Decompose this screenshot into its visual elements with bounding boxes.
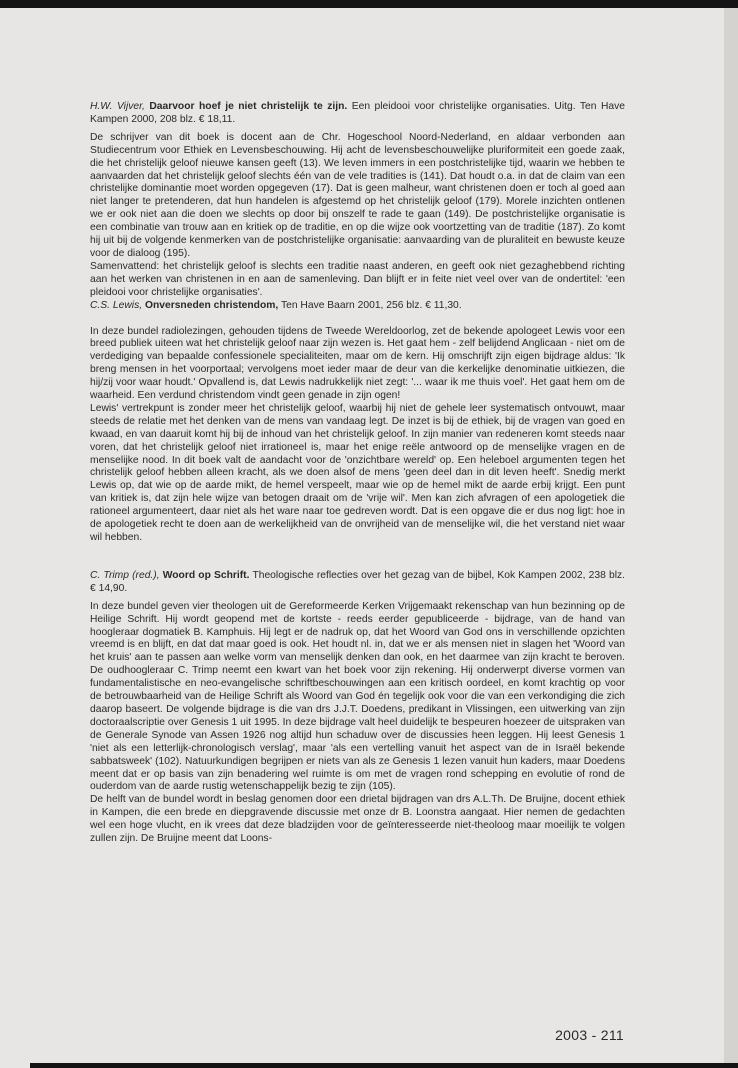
review-2-heading	[90, 300, 625, 313]
review-1-author: H.W. Vijver,	[90, 101, 145, 112]
review-3-author: C. Trimp (red.),	[90, 569, 160, 581]
scan-bottom-border	[30, 1063, 738, 1068]
review-3-paragraph-1: In deze bundel geven vier theologen uit de Gereformeerde Kerken Vrijgemaakt rekenschap van hun bezinning op de Heilige Schrift. Hij wordt geopend met de kortste - reeds eerder gepubliceerde - bijdrage, van de hand van hoogleraar dogmatiek B. Kamphuis. Hij legt er de nadruk op, dat het Woord van God ons in verschillende opzichten vreemd is en blijft, en dat dat maar goed is ook. Het houdt nl. in, dat we er als mensen niet in slagen het 'Woord van het kruis' aan te passen aan welke vorm van menselijk denken dan ook, en het daarmee van zijn kracht te beroven. De oudhoogleraar C. Trimp neemt een kwart van het boek voor zijn rekening. Hij onderwerpt diverse vormen van fundamentalistische en neo-evangelische schriftbeschouwingen aan een kritisch oordeel, en komt krachtig op voor de betrouwbaarheid van de Heilige Schrift als Woord van God én tegelijk ook voor die van een verkondiging die zich daarop baseert. De volgende bijdrage is die van drs J.J.T. Doedens, predikant in Vlissingen, een uitwerking van zijn doctoraalscriptie over Genesis 1 uit 1995. In deze bijdrage valt heel duidelijk te bespeuren hoezeer de uitspraken van de Generale Synode van Assen 1926 nog altijd hun schaduw over de discussies heen leggen. Hij leest Genesis 1 'niet als een letterlijk-chronologisch verslag', maar 'als een vertelling vanuit het aspect van de in Israël bekende sabbatsweek' (102). Natuurkundigen begrijpen er niets van als ze Genesis 1 lezen vanuit hun kaders, maar Doedens meent dat er op basis van zijn benadering wel ruimte is om met de vragen rond schepping en evolutie of rond de ouderdom van de aarde rustig wetenschappelijk bezig te zijn (105).	[90, 600, 625, 793]
review-3-paragraph-2: De helft van de bundel wordt in beslag genomen door een drietal bijdragen van drs A.L.Th. De Bruijne, docent ethiek in Kampen, die een brede en diepgravende discussie met onze dr B. Loonstra aangaat. Hier nemen de gedachten wel een hoge vlucht, en ik vrees dat deze bladzijden voor de geïnteresseerde niet-theoloog maar moeilijk te volgen zullen zijn. De Bruijne meent dat Loons-	[90, 794, 625, 845]
review-1-details: Een pleidooi voor christelijke organisaties. Uitg. Ten Have Kampen 2000, 208 blz. € 18,11.	[90, 101, 625, 125]
review-3-heading	[90, 570, 625, 596]
review-2-title: Onversneden christendom,	[142, 299, 279, 311]
review-2-paragraph-2: Lewis' vertrekpunt is zonder meer het christelijk geloof, waarbij hij niet de gehele leer systematisch ontvouwt, maar steeds de relatie met het denken van de mens van vandaag legt. De inzet is bij de ethiek, bij de vragen van goed en kwaad, en van daaruit komt hij bij de inhoud van het christelijk geloof. In zijn manier van redeneren komt steeds naar voren, dat het christelijk geloof niet irrationeel is, maar het enige reële antwoord op de menselijke vragen en de menselijke nood. In dit boek valt de aandacht voor de 'onzichtbare wereld' op. Een heleboel argumenten tegen het christelijk geloof hebben alleen kracht, als we doen alsof de mens 'geen deel dan in dit leven heeft'. Snedig merkt Lewis op, dat wie op de aarde mikt, de hemel verspeelt, maar wie op de hemel mikt de aarde erbij krijgt. Een punt van kritiek is, dat zijn hele wijze van betogen draait om de 'vrije wil'. Men kan zich afvragen of een apologetiek die rationeel argumenteert, daar niet als het ware naar toe gedreven wordt. Dat is een opgave die er dus nog ligt: hoe in de apologetiek recht te doen aan de werkelijkheid van de onvrijheid van de menselijke wil, die het verstand niet waar wil hebben.	[90, 402, 625, 543]
review-1-paragraph-2: Samenvattend: het christelijk geloof is slechts een traditie naast anderen, en geeft ook niet gezaghebbend richting aan het werken van christenen in en aan de samenleving. Dan blijft er in feite niet veel over van de ondertitel: 'een pleidooi voor christelijke organisaties'.	[90, 260, 625, 298]
scan-right-margin	[724, 8, 738, 1068]
scan-top-border	[0, 0, 738, 8]
review-1-heading	[90, 101, 625, 127]
review-3-details: Theologische reflecties over het gezag van de bijbel, Kok Kampen 2002, 238 blz. € 14,90.	[90, 569, 625, 594]
review-2-details: Ten Have Baarn 2001, 256 blz. € 11,30.	[278, 299, 462, 311]
page-number: 2003 - 211	[555, 1027, 624, 1043]
review-1-title: Daarvoor hoef je niet christelijk te zijn.	[149, 101, 348, 112]
review-1-paragraph-1: De schrijver van dit boek is docent aan de Chr. Hogeschool Noord-Nederland, en aldaar verbonden aan Studiecentrum voor Ethiek en Levensbeschouwing. Hij acht de levensbeschouwelijke pluriformiteit een goede zaak, die het christelijk geloof nieuwe kansen geeft (13). We leven immers in een postchristelijke tijd, waarin we hebben te aanvaarden dat het christelijk geloof slechts één van de vele tradities is (141). Dat houdt o.a. in dat de claim van een christelijke dominantie moet worden opgegeven (17). Dat is geen malheur, want christenen doen er toch al goed aan niet langer te pretenderen, dat hun handelen is afgestemd op het christelijk geloof (179). Morele inzichten ontlenen we er ook niet aan die doen we slechts op door bij onszelf te rade te gaan (149). De postchristelijke organisatie is een combinatie van trouw aan en kritiek op de traditie, en op die wijze ook voortzetting van de traditie (187). Zo komt hij uit bij de volgende kenmerken van de postchristelijke organisatie: aanvaarding van de pluraliteit en bewuste keuze voor de dialoog (195).	[90, 131, 625, 259]
review-2-paragraph-1: In deze bundel radiolezingen, gehouden tijdens de Tweede Wereldoorlog, zet de bekende apologeet Lewis voor een breed publiek uiteen wat het christelijk geloof naar zijn wezen is. Het gaat hem - zelf belijdend Anglicaan - niet om de verdediging van bepaalde confessionele specialiteiten, maar om de kern. Hij omschrijft zijn eigen bijdrage aldus: 'Ik breng mensen in het voorportaal; vervolgens moet ieder maar de deur van die kerkelijke denominatie uitkiezen, die hij/zij voor waar houdt.' Opvallend is, dat Lewis nadrukkelijk niet zegt: '... waar ik me thuis voel'. Het gaat hem om de waarheid. Een verdund christendom vindt geen genade in zijn ogen!	[90, 325, 625, 402]
review-2-author: C.S. Lewis,	[90, 299, 143, 311]
review-3-title: Woord op Schrift.	[159, 569, 250, 581]
page-content	[90, 101, 625, 846]
